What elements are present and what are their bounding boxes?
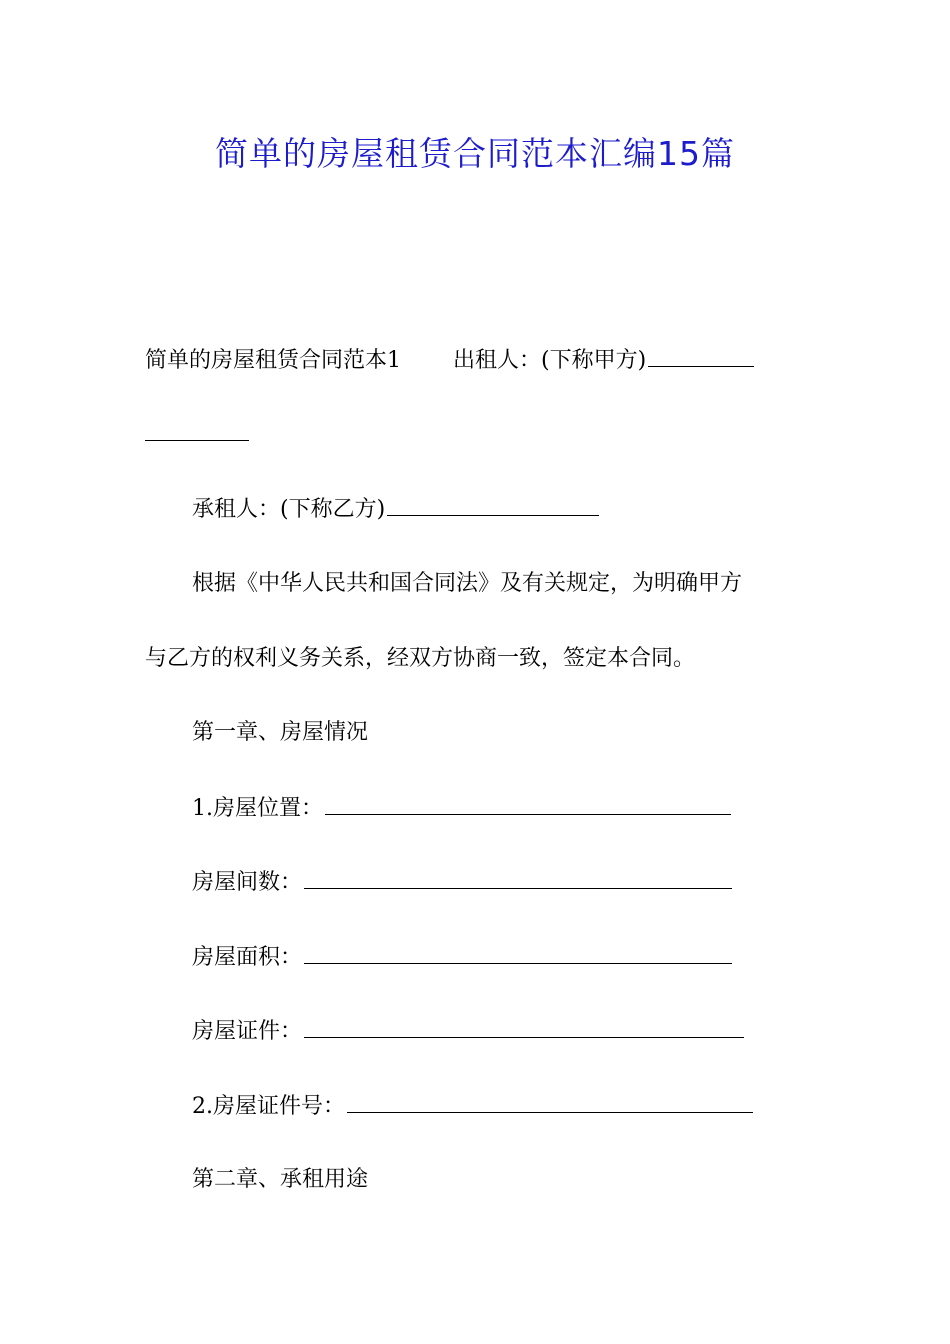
house-rooms-blank (304, 868, 732, 889)
contract-heading-line (145, 346, 754, 375)
house-cert-number-line (192, 1092, 753, 1121)
house-rooms-label: 房屋间数： (192, 870, 303, 895)
lessor-label: 出租人：(下称甲方) (453, 348, 647, 373)
document-title: 简单的房屋租赁合同范本汇编15篇 (215, 134, 735, 173)
contract-heading: 简单的房屋租赁合同范本1 (145, 348, 401, 373)
house-cert-number-blank (347, 1092, 753, 1113)
house-area-line (192, 943, 732, 972)
lessor-blank-continued-line (145, 420, 249, 449)
lessor-blank (648, 346, 754, 367)
house-certificate-label: 房屋证件： (192, 1019, 303, 1044)
basis-paragraph-line-2: 与乙方的权利义务关系，经双方协商一致，签定本合同。 (145, 646, 696, 671)
house-area-blank (304, 943, 732, 964)
house-certificate-blank (304, 1017, 744, 1038)
house-certificate-line (192, 1017, 744, 1046)
house-location-line (192, 794, 731, 823)
basis-paragraph-line-1: 根据《中华人民共和国合同法》及有关规定，为明确甲方 (192, 571, 743, 596)
house-cert-number-label: 2.房屋证件号： (192, 1094, 345, 1119)
house-location-label: 1.房屋位置： (192, 796, 323, 821)
house-area-label: 房屋面积： (192, 945, 303, 970)
house-rooms-line (192, 868, 732, 897)
lessee-label: 承租人：(下称乙方) (192, 497, 386, 522)
house-location-blank (325, 794, 731, 815)
chapter-2-heading: 第二章、承租用途 (192, 1167, 369, 1192)
lessee-blank (387, 495, 599, 516)
chapter-1-heading: 第一章、房屋情况 (192, 720, 369, 745)
lessee-line (192, 495, 599, 524)
lessor-blank-continued (145, 420, 249, 441)
